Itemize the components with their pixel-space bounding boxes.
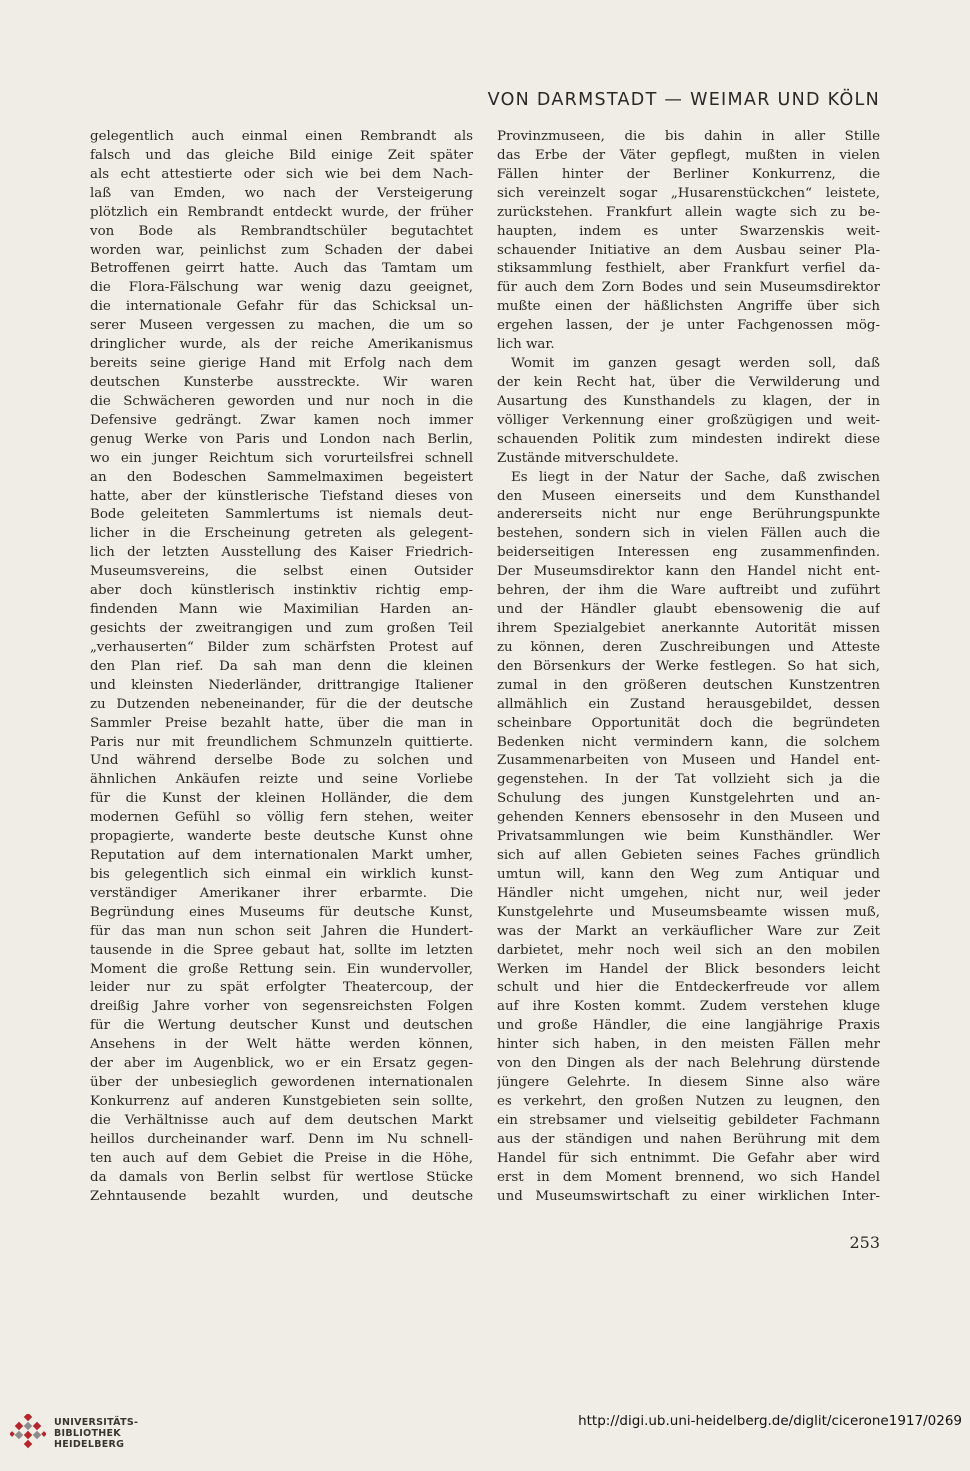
text-line: serer Museen vergessen zu machen, die um so bbox=[90, 318, 473, 334]
text-line: und kleinsten Niederländer, drittrangige Italiener bbox=[90, 677, 473, 693]
text-line: erst in dem Moment brennend, wo sich Handel bbox=[497, 1169, 880, 1185]
text-line: gesichts der zweitrangigen und zum großen Teil bbox=[90, 620, 473, 636]
text-line: bis gelegentlich sich einmal ein wirklich kunst- bbox=[90, 866, 473, 882]
text-line: Und während derselbe Bode zu solchen und bbox=[90, 753, 473, 769]
text-line: aus der ständigen und nahen Berührung mit dem bbox=[497, 1131, 880, 1147]
text-line: Sammler Preise bezahlt hatte, über die man in bbox=[90, 715, 473, 731]
source-url-link[interactable]: http://digi.ub.uni-heidelberg.de/diglit/cicerone1917/0269 bbox=[578, 1413, 962, 1429]
text-line: Der Museumsdirektor kann den Handel nicht ent- bbox=[497, 564, 880, 580]
text-line: Begründung eines Museums für deutsche Kunst, bbox=[90, 904, 473, 920]
text-line: ihrem Spezialgebiet anerkannte Autorität missen bbox=[497, 620, 880, 636]
text-line: auf ihre Kosten kommt. Zudem verstehen kluge bbox=[497, 999, 880, 1015]
text-line: und große Händler, die eine langjährige Praxis bbox=[497, 1018, 880, 1034]
text-line: aber doch künstlerisch instinktiv richtig emp- bbox=[90, 583, 473, 599]
text-line: laß van Emden, wo nach der Versteigerung bbox=[90, 185, 473, 201]
library-name-line: HEIDELBERG bbox=[54, 1439, 125, 1450]
text-line: den Börsenkurs der Werke festlegen. So hat sich, bbox=[497, 658, 880, 674]
text-line: darbietet, mehr noch weil sich an den mobilen bbox=[497, 942, 880, 958]
text-line: ein strebsamer und vielseitig gebildeter Fachmann bbox=[497, 1112, 880, 1128]
library-name-line: BIBLIOTHEK bbox=[54, 1428, 121, 1439]
text-line: beiderseitigen Interessen eng zusammenfinden. bbox=[497, 545, 880, 561]
text-line: und Museumswirtschaft zu einer wirklichen Inter- bbox=[497, 1188, 880, 1204]
text-line: da damals von Berlin selbst für wertlose Stücke bbox=[90, 1169, 473, 1185]
text-line: für auch dem Zorn Bodes und sein Museumsdirektor bbox=[497, 280, 880, 296]
library-name bbox=[54, 1417, 138, 1450]
text-line: den Museen einerseits und dem Kunsthandel bbox=[497, 488, 880, 504]
text-line: genug Werke von Paris und London nach Berlin, bbox=[90, 431, 473, 447]
text-line: mußte einen der häßlichsten Angriffe über sich bbox=[497, 299, 880, 315]
text-line: Moment die große Rettung sein. Ein wundervoller, bbox=[90, 961, 473, 977]
text-line: gelegentlich auch einmal einen Rembrandt als bbox=[90, 129, 473, 144]
text-line: worden war, peinlichst zum Schaden der dabei bbox=[90, 242, 473, 258]
text-line: die Verhältnisse auch auf dem deutschen Markt bbox=[90, 1112, 473, 1128]
running-head: VON DARMSTADT — WEIMAR UND KÖLN bbox=[487, 90, 880, 110]
text-line: Handel für sich entnimmt. Die Gefahr aber wird bbox=[497, 1150, 880, 1166]
text-line: falsch und das gleiche Bild einige Zeit später bbox=[90, 147, 473, 163]
text-line: andererseits nicht nur enge Berührungspunkte bbox=[497, 507, 880, 523]
text-line: zurückstehen. Frankfurt allein wagte sich zu be- bbox=[497, 204, 880, 220]
text-line: allmählich ein Zustand herausgebildet, dessen bbox=[497, 696, 880, 712]
text-line: völliger Verkennung einer großzügigen und weit- bbox=[497, 412, 880, 428]
text-line: bereits seine gierige Hand mit Erfolg nach dem bbox=[90, 356, 473, 372]
text-line: sich auf allen Gebieten seines Faches gründlich bbox=[497, 848, 880, 864]
text-line: von den Dingen als der nach Belehrung dürstende bbox=[497, 1056, 880, 1072]
text-line: für die Kunst der kleinen Holländer, die dem bbox=[90, 791, 473, 807]
text-line: lich war. bbox=[497, 337, 555, 353]
text-line: Betroffenen geirrt hatte. Auch das Tamtam um bbox=[90, 261, 473, 277]
text-line: schauender Initiative an dem Ausbau seiner Pla- bbox=[497, 242, 880, 258]
text-line: über der unbesieglich gewordenen internationalen bbox=[90, 1075, 473, 1091]
text-line: plötzlich ein Rembrandt entdeckt wurde, der früher bbox=[90, 204, 473, 220]
text-line: Provinzmuseen, die bis dahin in aller Stille bbox=[497, 129, 880, 144]
text-line: gehenden Kenners ebensosehr in den Museen und bbox=[497, 810, 880, 826]
text-line: deutschen Kunsterbe ausstreckte. Wir waren bbox=[90, 374, 473, 390]
text-line: Zehntausende bezahlt wurden, und deutsche bbox=[90, 1188, 473, 1204]
library-name-line: UNIVERSITÄTS- bbox=[54, 1417, 139, 1428]
text-line: Womit im ganzen gesagt werden soll, daß bbox=[511, 356, 880, 372]
text-line: schauenden Politik zum mindesten indirekt diese bbox=[497, 431, 880, 447]
text-line: haupten, indem es unter Swarzenskis weit- bbox=[497, 223, 880, 239]
text-line: findenden Mann wie Maximilian Harden an- bbox=[90, 602, 473, 618]
text-line: Kunstgelehrte und Museumsbeamte wissen muß, bbox=[497, 904, 880, 920]
text-line: Ansehens in der Welt hätte werden können, bbox=[90, 1037, 473, 1053]
text-line: für das man nun schon seit Jahren die Hundert- bbox=[90, 923, 473, 939]
text-line: behren, der ihm die Ware auftreibt und zuführt bbox=[497, 583, 880, 599]
text-line: die internationale Gefahr für das Schicksal un- bbox=[90, 299, 473, 315]
text-line: Defensive gedrängt. Zwar kamen noch immer bbox=[90, 412, 473, 428]
text-line: Es liegt in der Natur der Sache, daß zwischen bbox=[511, 469, 880, 485]
text-line: es verkehrt, den großen Nutzen zu leugnen, den bbox=[497, 1094, 880, 1110]
footer bbox=[0, 1400, 970, 1471]
text-line: zu Dutzenden nebeneinander, für die der deutsche bbox=[90, 696, 473, 712]
text-line: verständiger Amerikaner ihrer erbarmte. Die bbox=[90, 885, 473, 901]
text-line: Paris nur mit freundlichem Schmunzeln quittierte. bbox=[90, 734, 473, 750]
text-line: der aber im Augenblick, wo er ein Ersatz gegen- bbox=[90, 1056, 473, 1072]
text-line: dreißig Jahre vorher von segensreichsten Folgen bbox=[90, 999, 473, 1015]
right-column-text bbox=[497, 128, 880, 1207]
text-line: modernen Gefühl so völlig fern stehen, weiter bbox=[90, 810, 473, 826]
text-line: Bode geleiteten Sammlertums ist niemals deut- bbox=[90, 507, 473, 523]
text-line: leider nur zu spät erfolgter Theatercoup, der bbox=[90, 980, 473, 996]
text-line: der kein Recht hat, über die Verwilderung und bbox=[497, 374, 880, 390]
text-line: Bedenken nicht vermindern kann, die solchem bbox=[497, 734, 880, 750]
text-line: scheinbare Opportunität doch die begründeten bbox=[497, 715, 880, 731]
text-line: stiksammlung festhielt, aber Frankfurt verfiel da- bbox=[497, 261, 880, 277]
text-line: und der Händler glaubt ebensowenig die auf bbox=[497, 602, 880, 618]
text-line: ergehen lassen, der je unter Fachgenossen mög- bbox=[497, 318, 880, 334]
text-line: licher in die Erscheinung getreten als gelegent- bbox=[90, 526, 473, 542]
text-line: was der Markt an verkäuflicher Ware zur Zeit bbox=[497, 923, 880, 939]
text-line: die Flora-Fälschung war wenig dazu geeignet, bbox=[90, 280, 473, 296]
text-line: Privatsammlungen wie beim Kunsthändler. Wer bbox=[497, 829, 880, 845]
right-column bbox=[497, 128, 880, 1207]
text-line: den Plan rief. Da sah man denn die kleinen bbox=[90, 658, 473, 674]
text-line: jüngere Gelehrte. In diesem Sinne also wäre bbox=[497, 1075, 880, 1091]
text-line: Reputation auf dem internationalen Markt umher, bbox=[90, 848, 473, 864]
left-column-text bbox=[90, 128, 473, 1207]
text-line: schult und hier die Entdeckerfreude vor allem bbox=[497, 980, 880, 996]
text-line: dringlicher wurde, als der reiche Amerikanismus bbox=[90, 337, 473, 353]
text-line: Händler nicht umgehen, nicht nur, weil jeder bbox=[497, 885, 880, 901]
text-line: für die Wertung deutscher Kunst und deutschen bbox=[90, 1018, 473, 1034]
text-line: zumal in den größeren deutschen Kunstzentren bbox=[497, 677, 880, 693]
text-line: „verhauserten“ Bilder zum schärfsten Protest auf bbox=[90, 639, 473, 655]
text-line: bestehen, sondern sich in vielen Fällen auch die bbox=[497, 526, 880, 542]
text-line: tausende in die Spree gebaut hat, sollte im letzten bbox=[90, 942, 473, 958]
text-line: heillos durcheinander warf. Denn im Nu schnell- bbox=[90, 1131, 473, 1147]
text-line: lich der letzten Ausstellung des Kaiser Friedrich- bbox=[90, 545, 473, 561]
text-line: zu können, deren Zuschreibungen und Atteste bbox=[497, 639, 880, 655]
text-line: Konkurrenz auf anderen Kunstgebieten sein sollte, bbox=[90, 1094, 473, 1110]
text-line: Zusammenarbeiten von Museen und Handel ent- bbox=[497, 753, 880, 769]
text-line: umtun will, kann den Weg zum Antiquar und bbox=[497, 866, 880, 882]
text-line: Ausartung des Kunsthandels zu klagen, der in bbox=[497, 393, 880, 409]
text-line: an den Bodeschen Sammelmaximen begeistert bbox=[90, 469, 473, 485]
text-line: hinter sich haben, in den meisten Fällen mehr bbox=[497, 1037, 880, 1053]
text-line: ten auch auf dem Gebiet die Preise in die Höhe, bbox=[90, 1150, 473, 1166]
text-line: sich vereinzelt sogar „Husarenstückchen“ leistete, bbox=[497, 185, 880, 201]
text-line: Fällen hinter der Berliner Konkurrenz, die bbox=[497, 166, 880, 182]
text-line: propagierte, wanderte beste deutsche Kunst ohne bbox=[90, 829, 473, 845]
text-line: wo ein junger Reichtum sich vorurteilsfrei schnell bbox=[90, 450, 473, 466]
text-line: Werken im Handel der Blick besonders leicht bbox=[497, 961, 880, 977]
text-line: Zustände mitverschuldete. bbox=[497, 450, 679, 466]
text-line: Schulung des jungen Kunstgelehrten und an- bbox=[497, 791, 880, 807]
page-number: 253 bbox=[849, 1233, 880, 1252]
text-line: ähnlichen Ankäufen reizte und seine Vorliebe bbox=[90, 772, 473, 788]
text-line: gegenstehen. In der Tat vollzieht sich ja die bbox=[497, 772, 880, 788]
text-line: als echt attestierte oder sich wie bei dem Nach- bbox=[90, 166, 473, 182]
text-line: von Bode als Rembrandtschüler begutachtet bbox=[90, 223, 473, 239]
text-line: die Schwächeren geworden und nur noch in die bbox=[90, 393, 473, 409]
text-line: das Erbe der Väter gepflegt, mußten in vielen bbox=[497, 147, 880, 163]
left-column bbox=[90, 128, 473, 1207]
text-line: Museumsvereins, die selbst einen Outsider bbox=[90, 564, 473, 580]
text-line: hatte, aber der künstlerische Tiefstand dieses von bbox=[90, 488, 473, 504]
heidelberg-library-logo-icon[interactable] bbox=[10, 1414, 46, 1450]
